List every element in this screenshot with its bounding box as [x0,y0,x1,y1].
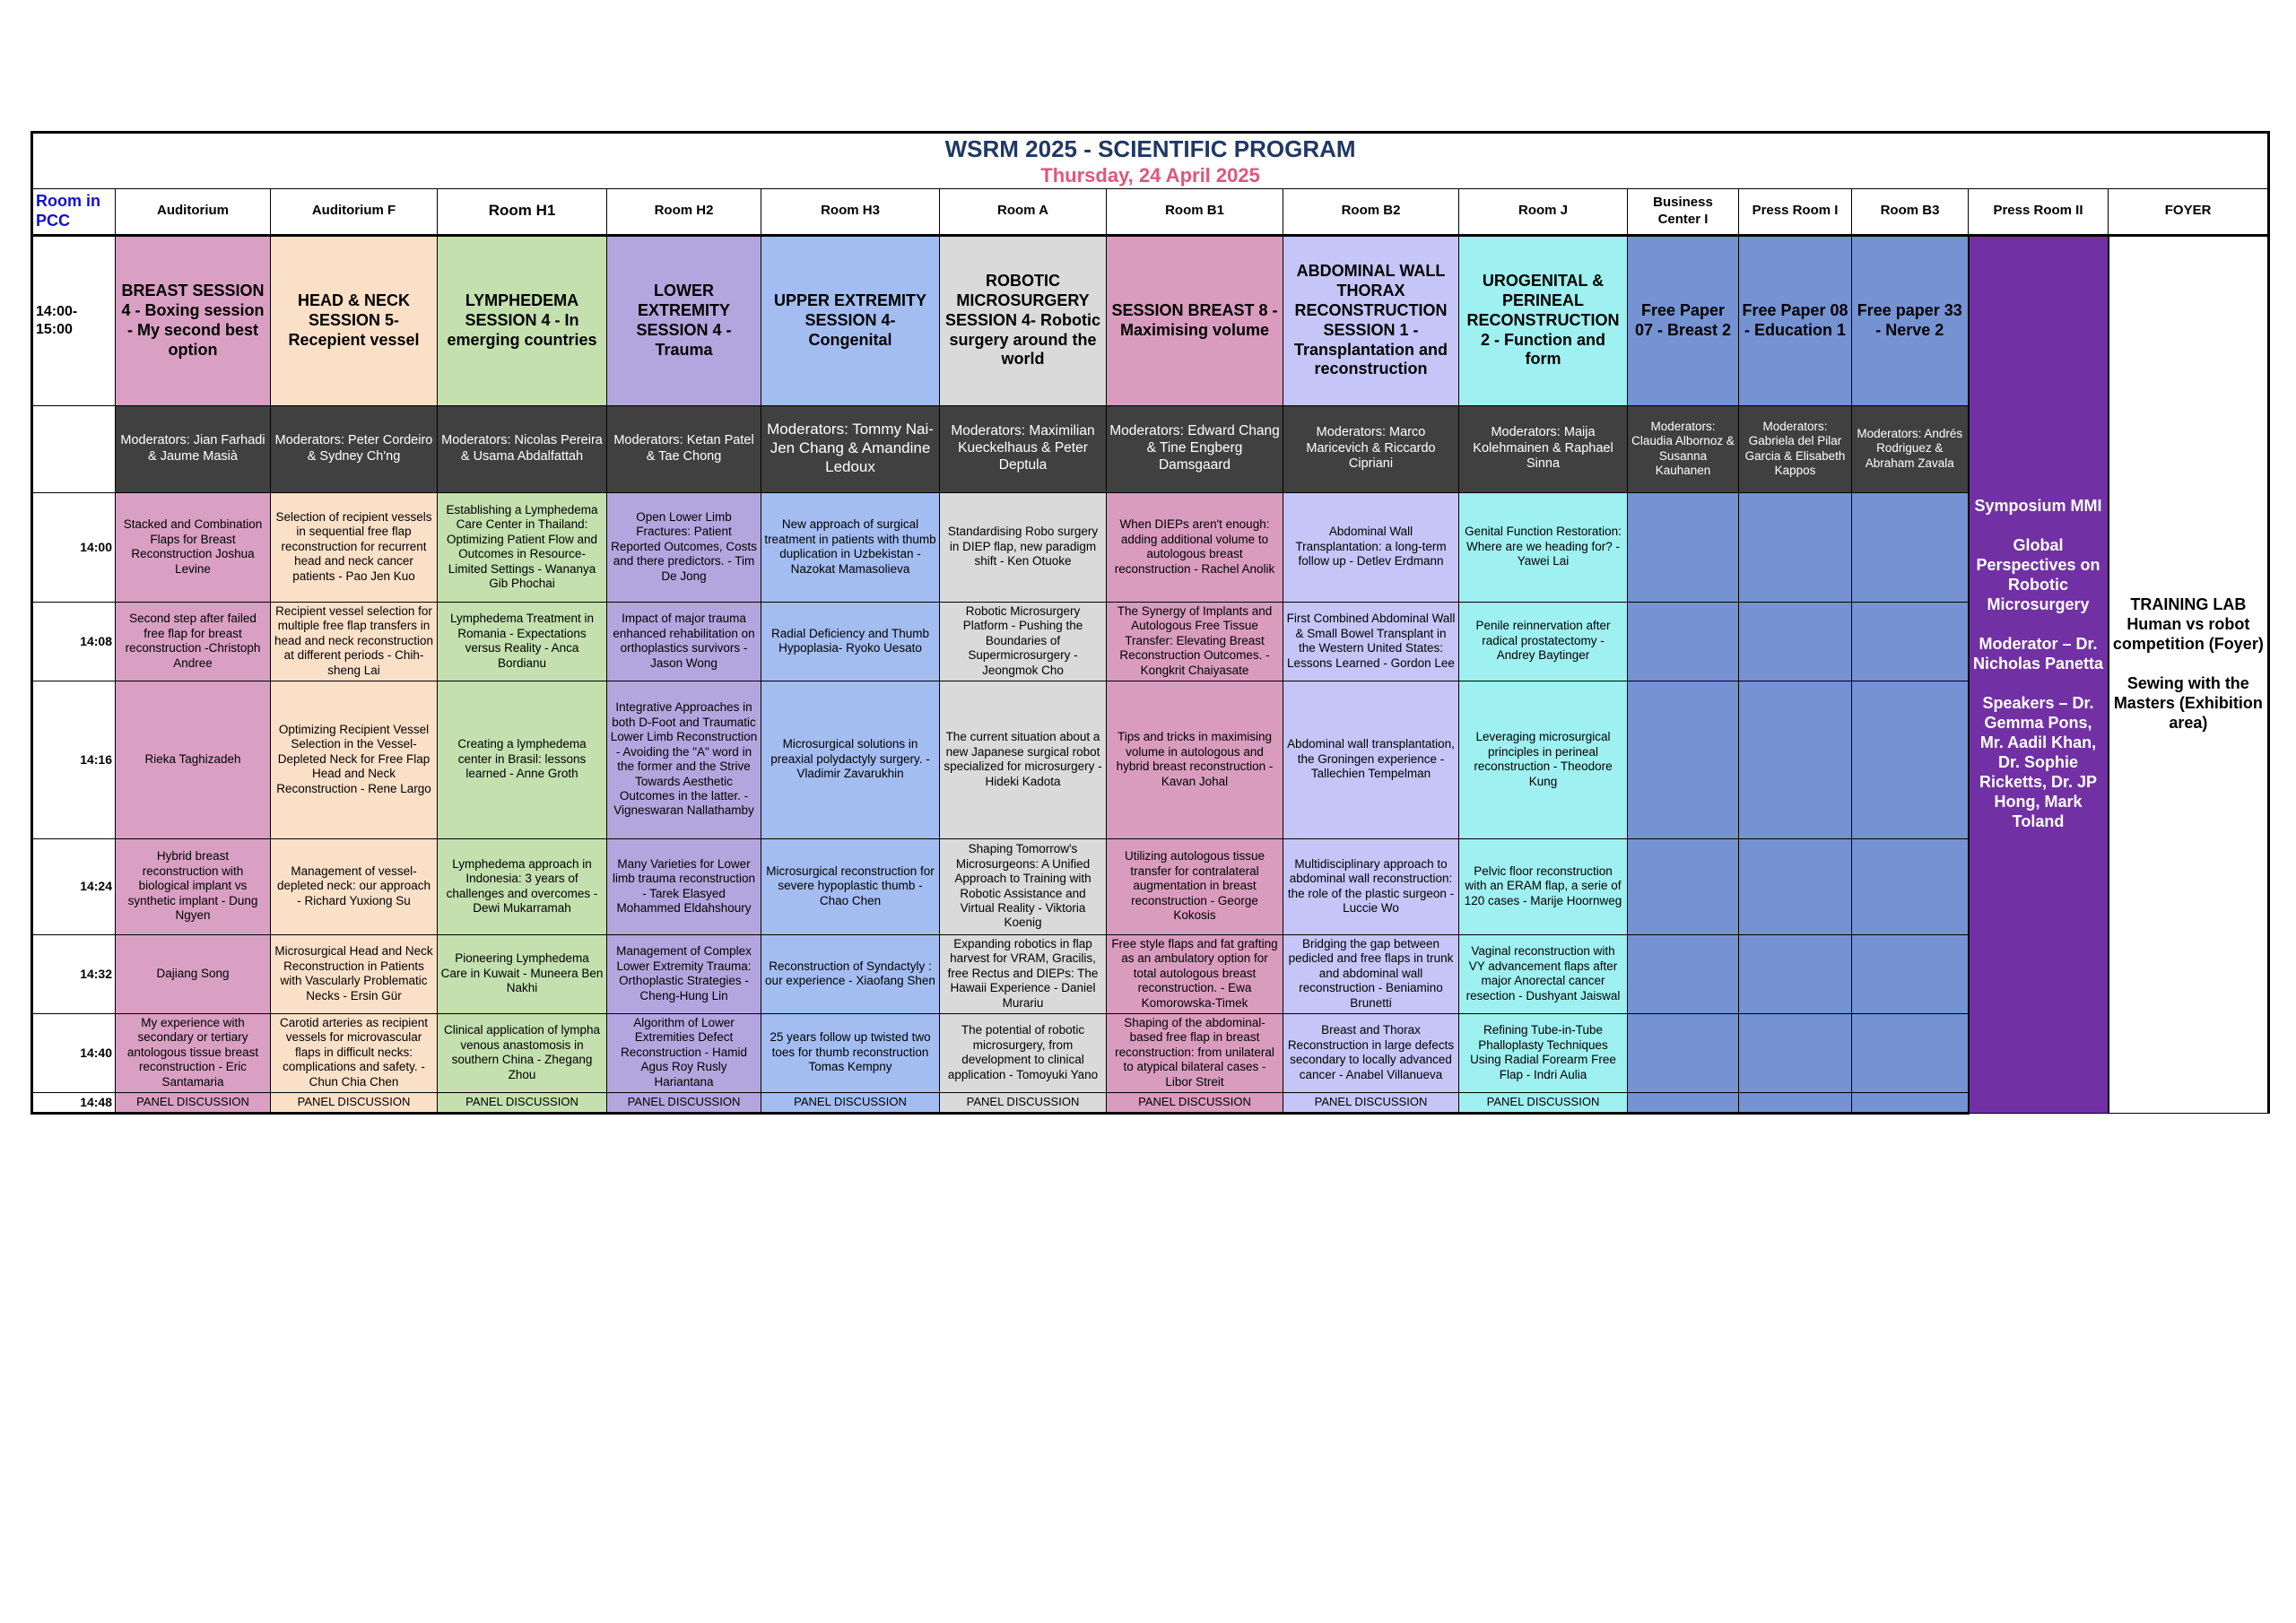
talk-time: 14:16 [32,681,116,838]
room-header: Room J [1459,188,1628,235]
session-title: ABDOMINAL WALL THORAX RECONSTRUCTION SESSION 1 - Transplantation and reconstruction [1283,235,1459,405]
talk-cell: Carotid arteries as recipient vessels for microvascular flaps in difficult necks: complications and safety. - Chun Chia Chen [271,1013,438,1092]
panel-discussion-row [32,1092,2269,1113]
talk-row [32,492,2269,602]
free-paper-slot [1628,602,1739,681]
talk-cell: Pelvic floor reconstruction with an ERAM flap, a serie of 120 cases - Marije Hoornweg [1459,838,1628,934]
talk-row [32,1013,2269,1092]
talk-cell: Abdominal wall transplantation, the Groningen experience - Tallechien Tempelman [1283,681,1459,838]
panel-discussion: PANEL DISCUSSION [116,1092,271,1113]
moderators: Moderators: Edward Chang & Tine Engberg Damsgaard [1107,405,1283,492]
session-title: LYMPHEDEMA SESSION 4 - In emerging countries [438,235,607,405]
program-date: Thursday, 24 April 2025 [1040,163,1260,187]
symposium-cell [1969,235,2109,1113]
talk-cell: Hybrid breast reconstruction with biological implant vs synthetic implant - Dung Ngyen [116,838,271,934]
moderators-blank [32,405,116,492]
panel-discussion: PANEL DISCUSSION [1283,1092,1459,1113]
talk-cell: Utilizing autologous tissue transfer for contralateral augmentation in breast reconstruction - George Kokosis [1107,838,1283,934]
room-header: Business Center I [1628,188,1739,235]
free-paper-slot [1852,681,1969,838]
session-title: BREAST SESSION 4 - Boxing session - My second best option [116,235,271,405]
talk-cell: The current situation about a new Japanese surgical robot specialized for microsurgery - Hideki Kadota [940,681,1107,838]
moderators: Moderators: Jian Farhadi & Jaume Masià [116,405,271,492]
room-header: Room H3 [761,188,940,235]
free-paper-slot [1628,838,1739,934]
free-paper-slot [1739,838,1852,934]
free-paper-slot [1628,1013,1739,1092]
talk-cell: Creating a lymphedema center in Brasil: lessons learned - Anne Groth [438,681,607,838]
talk-cell: Impact of major trauma enhanced rehabilitation on orthoplastics survivors - Jason Wong [607,602,761,681]
symposium-subtitle: Global Perspectives on Robotic Microsurgery [1976,536,2100,614]
panel-discussion: PANEL DISCUSSION [761,1092,940,1113]
free-paper-slot [1739,934,1852,1013]
moderators: Moderators: Peter Cordeiro & Sydney Ch'ng [271,405,438,492]
room-header: FOYER [2109,188,2269,235]
talk-cell: Pioneering Lymphedema Care in Kuwait - Muneera Ben Nakhi [438,934,607,1013]
talk-cell: Leveraging microsurgical principles in perineal reconstruction - Theodore Kung [1459,681,1628,838]
session-title: UROGENITAL & PERINEAL RECONSTRUCTION 2 - Function and form [1459,235,1628,405]
free-paper-slot [1852,838,1969,934]
moderators: Moderators: Andrés Rodriguez & Abraham Zavala [1852,405,1969,492]
program-sheet [30,131,2267,1115]
free-paper-slot [1739,1013,1852,1092]
panel-discussion: PANEL DISCUSSION [271,1092,438,1113]
talk-cell: First Combined Abdominal Wall & Small Bowel Transplant in the Western United States: Lessons Learned - Gordon Lee [1283,602,1459,681]
panel-discussion: PANEL DISCUSSION [940,1092,1107,1113]
panel-discussion: PANEL DISCUSSION [438,1092,607,1113]
talk-cell: Integrative Approaches in both D-Foot and Traumatic Lower Limb Reconstruction - Avoiding the "A" word in the former and the Strive Towards Aesthetic Outcomes in the latter. - Vigneswaran Nallathamby [607,681,761,838]
talk-cell: Breast and Thorax Reconstruction in large defects secondary to locally advanced cancer - Anabel Villanueva [1283,1013,1459,1092]
talk-row [32,934,2269,1013]
talk-row [32,602,2269,681]
talk-cell: Open Lower Limb Fractures: Patient Reported Outcomes, Costs and there predictors. - Tim De Jong [607,492,761,602]
talk-cell: Robotic Microsurgery Platform - Pushing the Boundaries of Supermicrosurgery - Jeongmok Cho [940,602,1107,681]
moderators: Moderators: Ketan Patel & Tae Chong [607,405,761,492]
free-paper-slot [1739,492,1852,602]
free-paper-slot [1852,492,1969,602]
talk-cell: Genital Function Restoration: Where are we heading for? - Yawei Lai [1459,492,1628,602]
symposium-moderator: Moderator – Dr. Nicholas Panetta [1972,635,2104,673]
free-paper-slot [1628,1092,1739,1113]
room-header: Press Room II [1969,188,2109,235]
talk-cell: Abdominal Wall Transplantation: a long-term follow up - Detlev Erdmann [1283,492,1459,602]
free-paper-slot [1852,602,1969,681]
talk-cell: Bridging the gap between pedicled and free flaps in trunk and abdominal wall reconstruction - Beniamino Brunetti [1283,934,1459,1013]
talk-cell: Lymphedema Treatment in Romania - Expectations versus Reality - Anca Bordianu [438,602,607,681]
talk-cell: Expanding robotics in flap harvest for VRAM, Gracilis, free Rectus and DIEPs: The Hawaii Experience - Daniel Murariu [940,934,1107,1013]
talk-cell: Microsurgical solutions in preaxial polydactyly surgery. - Vladimir Zavarukhin [761,681,940,838]
program-title-block [32,133,2269,189]
talk-cell: Dajiang Song [116,934,271,1013]
moderators: Moderators: Marco Maricevich & Riccardo Cipriani [1283,405,1459,492]
program-title: WSRM 2025 - SCIENTIFIC PROGRAM [944,135,1356,162]
talk-time: 14:08 [32,602,116,681]
talk-time: 14:40 [32,1013,116,1092]
free-paper-slot [1739,1092,1852,1113]
talk-cell: The potential of robotic microsurgery, from development to clinical application - Tomoyuki Yano [940,1013,1107,1092]
room-header: Press Room I [1739,188,1852,235]
talk-cell: Management of Complex Lower Extremity Trauma: Orthoplastic Strategies - Cheng-Hung Lin [607,934,761,1013]
talk-cell: Refining Tube-in-Tube Phalloplasty Techniques Using Radial Forearm Free Flap - Indri Aulia [1459,1013,1628,1092]
talk-cell: My experience with secondary or tertiary antologous tissue breast reconstruction - Eric Santamaria [116,1013,271,1092]
talk-row [32,838,2269,934]
free-paper-slot [1739,602,1852,681]
session-title: Free Paper 07 - Breast 2 [1628,235,1739,405]
room-header: Room H2 [607,188,761,235]
session-row [32,235,2269,405]
room-header: Room B1 [1107,188,1283,235]
talk-cell: Radial Deficiency and Thumb Hypoplasia- Ryoko Uesato [761,602,940,681]
talk-time: 14:32 [32,934,116,1013]
talk-time: 14:00 [32,492,116,602]
talk-cell: Second step after failed free flap for breast reconstruction -Christoph Andree [116,602,271,681]
free-paper-slot [1852,1092,1969,1113]
free-paper-slot [1628,681,1739,838]
talk-cell: Microsurgical Head and Neck Reconstruction in Patients with Vascularly Problematic Necks - Ersin Gür [271,934,438,1013]
talk-time: 14:48 [32,1092,116,1113]
free-paper-slot [1628,492,1739,602]
free-paper-slot [1852,934,1969,1013]
talk-cell: Microsurgical reconstruction for severe hypoplastic thumb - Chao Chen [761,838,940,934]
moderators: Moderators: Tommy Nai-Jen Chang & Amandine Ledoux [761,405,940,492]
room-header: Room B3 [1852,188,1969,235]
talk-cell: Stacked and Combination Flaps for Breast Reconstruction Joshua Levine [116,492,271,602]
room-header: Room B2 [1283,188,1459,235]
talk-row [32,681,2269,838]
talk-cell: Vaginal reconstruction with VY advancement flaps after major Anorectal cancer resection - Dushyant Jaiswal [1459,934,1628,1013]
talk-cell: When DIEPs aren't enough: adding additional volume to autologous breast reconstruction - Rachel Anolik [1107,492,1283,602]
moderators: Moderators: Claudia Albornoz & Susanna Kauhanen [1628,405,1739,492]
talk-cell: Shaping of the abdominal-based free flap in breast reconstruction: from unilateral to atypical bilateral cases - Libor Streit [1107,1013,1283,1092]
session-title: HEAD & NECK SESSION 5- Recepient vessel [271,235,438,405]
talk-cell: Lymphedema approach in Indonesia: 3 years of challenges and overcomes - Dewi Mukarramah [438,838,607,934]
session-title: SESSION BREAST 8 - Maximising volume [1107,235,1283,405]
session-title: Free Paper 08 - Education 1 [1739,235,1852,405]
moderators: Moderators: Gabriela del Pilar Garcia & Elisabeth Kappos [1739,405,1852,492]
moderators: Moderators: Maija Kolehmainen & Raphael Sinna [1459,405,1628,492]
room-header: Room A [940,188,1107,235]
talk-cell: Tips and tricks in maximising volume in autologous and hybrid breast reconstruction - Kavan Johal [1107,681,1283,838]
room-header: Auditorium F [271,188,438,235]
talk-cell: Standardising Robo surgery in DIEP flap, new paradigm shift - Ken Otuoke [940,492,1107,602]
program-table [30,131,2270,1115]
room-label: Room in PCC [32,188,116,235]
talk-cell: Algorithm of Lower Extremities Defect Reconstruction - Hamid Agus Roy Rusly Hariantana [607,1013,761,1092]
moderators: Moderators: Maximilian Kueckelhaus & Peter Deptula [940,405,1107,492]
talk-cell: Penile reinnervation after radical prostatectomy - Andrey Baytinger [1459,602,1628,681]
moderators-row [32,405,2269,492]
talk-cell: Shaping Tomorrow's Microsurgeons: A Unified Approach to Training with Robotic Assistance and Virtual Reality - Viktoria Koenig [940,838,1107,934]
room-header-row [32,188,2269,235]
session-title: Free paper 33 - Nerve 2 [1852,235,1969,405]
symposium-speakers: Speakers – Dr. Gemma Pons, Mr. Aadil Khan, Dr. Sophie Ricketts, Dr. JP Hong, Mark Toland [1979,694,2098,830]
panel-discussion: PANEL DISCUSSION [607,1092,761,1113]
talk-cell: Selection of recipient vessels in sequential free flap reconstruction for recurrent head and neck cancer patients - Pao Jen Kuo [271,492,438,602]
slot-time: 14:00- 15:00 [32,235,116,405]
talk-cell: Clinical application of lympha venous anastomosis in southern China - Zhegang Zhou [438,1013,607,1092]
panel-discussion: PANEL DISCUSSION [1107,1092,1283,1113]
talk-cell: Establishing a Lymphedema Care Center in Thailand: Optimizing Patient Flow and Outcomes in Resource-Limited Settings - Wananya Gib Phochai [438,492,607,602]
talk-time: 14:24 [32,838,116,934]
foyer-sewing: Sewing with the Masters (Exhibition area) [2113,674,2263,732]
talk-cell: New approach of surgical treatment in patients with thumb duplication in Uzbekistan - Nazokat Mamasolieva [761,492,940,602]
talk-cell: Optimizing Recipient Vessel Selection in the Vessel-Depleted Neck for Free Flap Head and Neck Reconstruction - Rene Largo [271,681,438,838]
free-paper-slot [1852,1013,1969,1092]
room-header: Room H1 [438,188,607,235]
room-header: Auditorium [116,188,271,235]
symposium-title: Symposium MMI [1974,497,2102,516]
talk-cell: Free style flaps and fat grafting as an ambulatory option for total autologous breast reconstruction. - Ewa Komorowska-Timek [1107,934,1283,1013]
moderators: Moderators: Nicolas Pereira & Usama Abdalfattah [438,405,607,492]
talk-cell: Many Varieties for Lower limb trauma reconstruction - Tarek Elasyed Mohammed Eldahshoury [607,838,761,934]
free-paper-slot [1739,681,1852,838]
talk-cell: Rieka Taghizadeh [116,681,271,838]
session-title: LOWER EXTREMITY SESSION 4 - Trauma [607,235,761,405]
talk-cell: Multidisciplinary approach to abdominal wall reconstruction: the role of the plastic surgeon - Luccie Wo [1283,838,1459,934]
talk-cell: Recipient vessel selection for multiple free flap transfers in head and neck reconstruction at different periods - Chih-sheng Lai [271,602,438,681]
foyer-training: TRAINING LAB Human vs robot competition (Foyer) [2112,595,2264,654]
talk-cell: Management of vessel-depleted neck: our approach - Richard Yuxiong Su [271,838,438,934]
free-paper-slot [1628,934,1739,1013]
talk-cell: 25 years follow up twisted two toes for thumb reconstruction Tomas Kempny [761,1013,940,1092]
session-title: ROBOTIC MICROSURGERY SESSION 4- Robotic surgery around the world [940,235,1107,405]
talk-cell: The Synergy of Implants and Autologous Free Tissue Transfer: Elevating Breast Reconstruction Outcomes. - Kongkrit Chaiyasate [1107,602,1283,681]
panel-discussion: PANEL DISCUSSION [1459,1092,1628,1113]
session-title: UPPER EXTREMITY SESSION 4- Congenital [761,235,940,405]
foyer-cell [2109,235,2269,1113]
talk-cell: Reconstruction of Syndactyly : our experience - Xiaofang Shen [761,934,940,1013]
